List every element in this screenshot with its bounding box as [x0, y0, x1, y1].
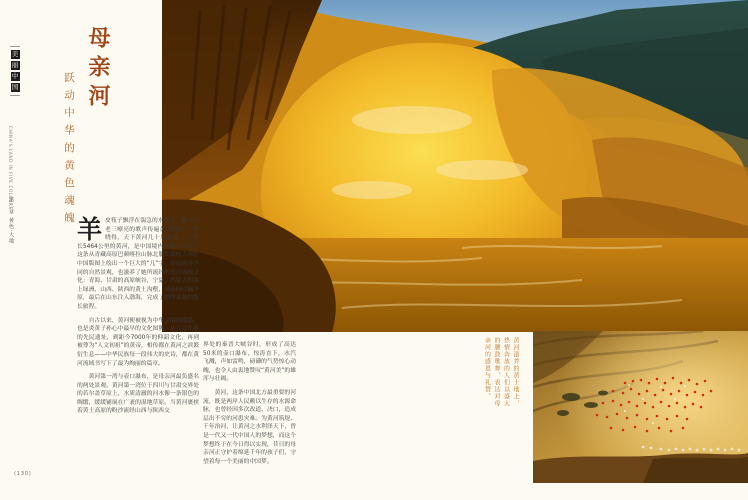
series-title-char: 美 — [11, 50, 19, 58]
paragraph: 界处的秦晋大峡谷时，形成了高达50米的壶口瀑布，惊涛直下，水汽飞溅，声如雷鸣，磅礴的气势惊心动魄，也令人由衷地赞叹“黄河美”的雄浑与壮阔。 — [203, 342, 296, 383]
divider — [10, 95, 20, 96]
series-title-block — [6, 44, 24, 98]
paragraph: 黄河，这条中国北方最重要的河流，既是两岸人民赖以生存的水源命脉，也曾经因多次改道、决口，造成层出不穷的河患灾难。为黄河筑堤、千年治河，让黄河之水利泽天下，曾是一代又一代中国人的梦想，而这个梦想终于在今日得以实现，昔日的母亲河正守护着绵延千年的孩子们，守望着每一个美丽的中国梦。 — [203, 389, 296, 465]
series-title-char: 丽 — [11, 61, 19, 69]
page-number: (130) — [14, 471, 32, 477]
drop-cap: 羊 — [77, 215, 103, 244]
paragraph: 黄河第一湾与壶口瀑布，是母亲河最负盛名的两处景观。黄河第一湾位于四川与甘肃交界处的若尔盖草原上，水质清澈的河水像一条银色的绸缎，缓缓铺展在广袤的湿地草原。当黄河裹挟着黄土高原的粉沙流经山西与陕西交 — [77, 374, 199, 415]
article-subtitle: 跃动中华的黄色魂魄 — [63, 72, 75, 230]
series-title-char: 中 — [11, 72, 19, 80]
chapter-label: 第二章 黄色·大地 — [8, 197, 14, 245]
inset-photo-caption: 黄河滋养的黄土地上，热情奔放的人们以盛大的腰鼓歌舞，表达对母亲河的感恩与礼赞。 — [483, 337, 519, 407]
main-photo-hukou-waterfall — [162, 0, 748, 332]
paragraph — [77, 217, 199, 312]
article-column-2 — [203, 341, 296, 471]
article-title: 母亲河 — [85, 26, 111, 113]
inset-photo-loess-performers — [533, 331, 748, 483]
article-column-1 — [77, 217, 199, 421]
divider — [10, 46, 20, 47]
paragraph: 自古以来，黄河便被视为中华文明的摇篮，也是炎黄子孙心中最早的文化图腾。从百万年前的先民遗址，到距今7000年的仰韶文化，再到被尊为“人文初祖”的黄帝，相传都在黄河之滨繁衍生息——中华民族每一段伟大的史诗，都在黄河流域书写下了最为绚丽的篇章。 — [77, 317, 199, 367]
series-subtitle-en: CHINA'S LAND IN FIVE COLOURS — [7, 126, 12, 210]
waterfall-illustration — [162, 0, 748, 332]
paragraph-text: 皮筏子飘浮在湍急的水面上，艄工马老三嘹亮的歌声传遍黄河两岸：“你晓得，天下黄河几十几道弯……”全长5464公里的黄河，是中国境内的第二长河，这条从青藏高原巴颜喀拉山脉北麓发源的大河在中国版图上绘出一个巨大的“几”字，串起迥异不同的自然景观，也滋养了她所流经的黄河流域文化：青海、甘肃的高原峡谷，宁夏、内蒙古的塞上绿洲，山西、陕西的黄土沟壑，河南的辽阔平原，最后在山东注入渤海，完成了她所承载的悠长旅程。 — [77, 218, 199, 310]
series-title-char: 国 — [11, 83, 19, 91]
dunes-illustration — [533, 331, 748, 483]
